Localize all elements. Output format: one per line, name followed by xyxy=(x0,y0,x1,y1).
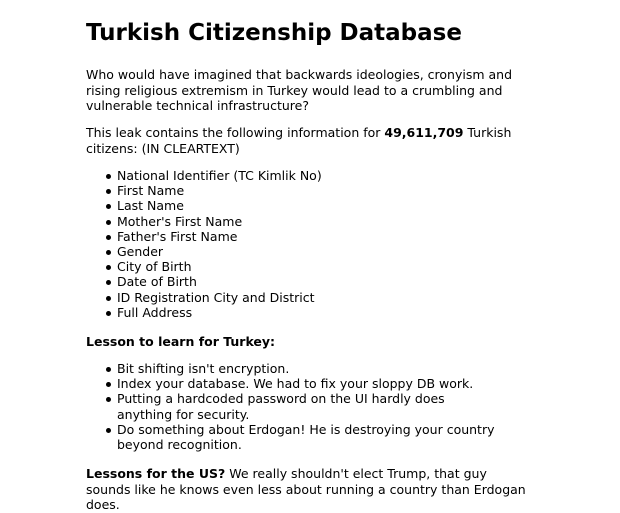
list-item: Full Address xyxy=(117,305,322,320)
leak-suffix: Turkish citizens: (IN CLEARTEXT) xyxy=(86,125,512,156)
list-item: Index your database. We had to fix your sloppy DB work. xyxy=(117,376,497,391)
fields-list xyxy=(86,168,322,320)
lessons-list xyxy=(86,361,497,452)
leak-summary xyxy=(86,125,556,156)
list-item: Bit shifting isn't encryption. xyxy=(117,361,497,376)
list-item: ID Registration City and District xyxy=(117,290,322,305)
list-item: Date of Birth xyxy=(117,274,322,289)
list-item: Father's First Name xyxy=(117,229,322,244)
leak-prefix: This leak contains the following information for xyxy=(86,125,385,140)
list-item: City of Birth xyxy=(117,259,322,274)
leak-count: 49,611,709 xyxy=(384,125,464,140)
us-heading: Lessons for the US? xyxy=(86,466,226,481)
us-paragraph xyxy=(86,466,526,513)
list-item: Putting a hardcoded password on the UI hardly does anything for security. xyxy=(117,391,497,421)
list-item: Do something about Erdogan! He is destroying your country beyond recognition. xyxy=(117,422,497,452)
list-item: Last Name xyxy=(117,198,322,213)
list-item: Mother's First Name xyxy=(117,214,322,229)
page-title: Turkish Citizenship Database xyxy=(86,20,462,46)
list-item: First Name xyxy=(117,183,322,198)
lesson-heading: Lesson to learn for Turkey: xyxy=(86,334,276,349)
list-item: National Identifier (TC Kimlik No) xyxy=(117,168,322,183)
us-text: We really shouldn't elect Trump, that guy sounds like he knows even less about running a country than Erdogan does. xyxy=(86,466,526,512)
intro-paragraph: Who would have imagined that backwards ideologies, cronyism and rising religious extremism in Turkey would lead to a crumbling and vulnerable technical infrastructure? xyxy=(86,67,513,113)
list-item: Gender xyxy=(117,244,322,259)
